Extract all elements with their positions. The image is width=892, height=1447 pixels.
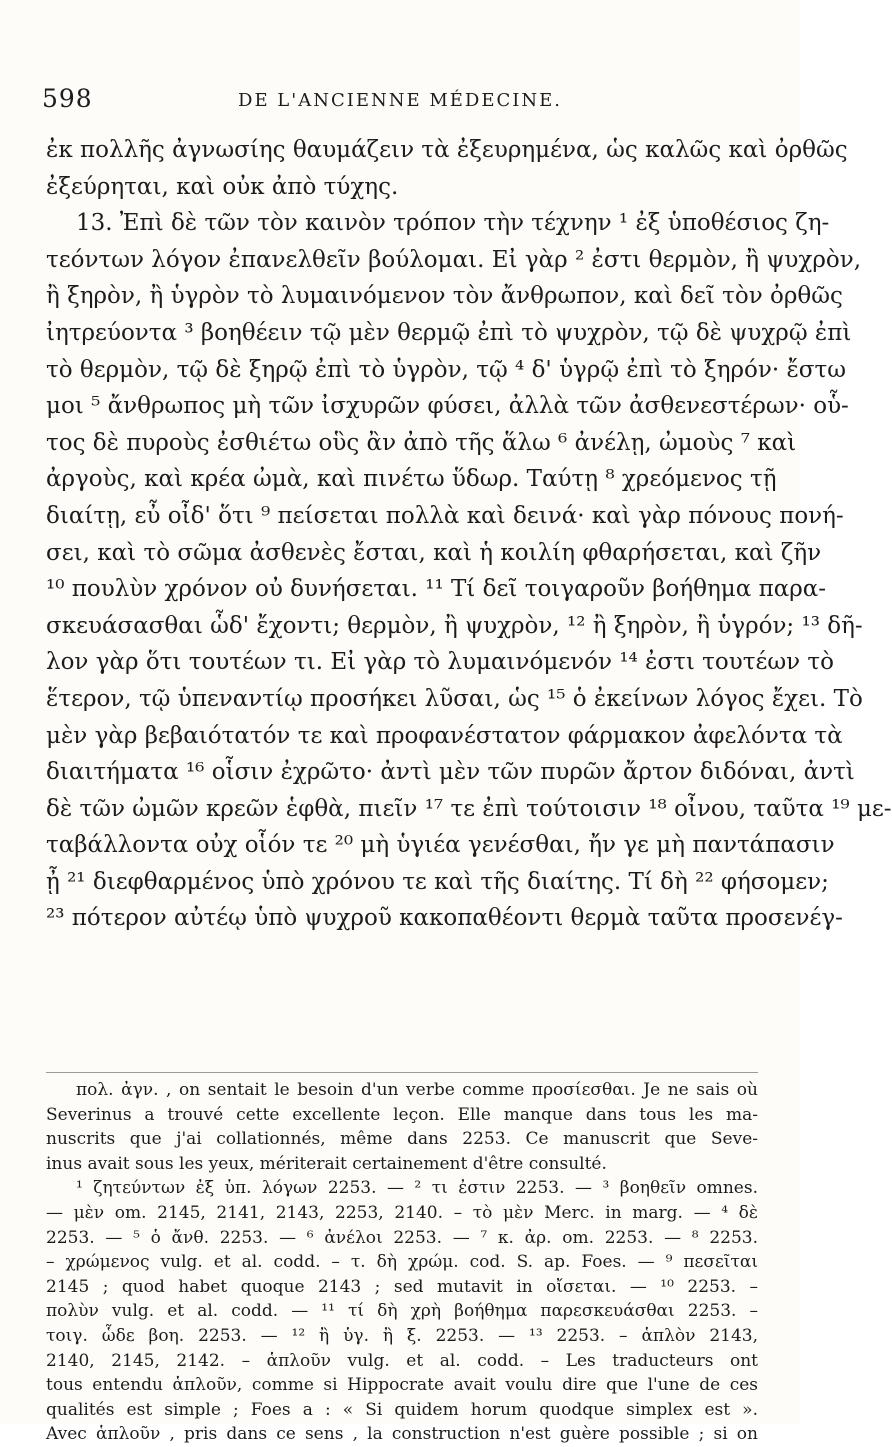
footnote-line: — μὲν om. 2145, 2141, 2143, 2253, 2140. – τὸ μὲν Merc. in marg. — ⁴ δὲ xyxy=(46,1202,758,1223)
footnote-line: nuscrits que j'ai collationnés, même dans 2253. Ce manuscrit que Seve- xyxy=(46,1129,758,1150)
text-line: ἐξεύρηται, καὶ οὐκ ἀπὸ τύχης. xyxy=(46,173,399,200)
running-title: DE L'ANCIENNE MÉDECINE. xyxy=(238,90,562,111)
footnote-separator xyxy=(46,1072,758,1073)
text-line: διαίτῃ, εὖ οἶδ' ὅτι ⁹ πείσεται πολλὰ καὶ δεινά· καὶ γὰρ πόνους πονή- xyxy=(46,502,844,529)
text-line: διαιτήματα ¹⁶ οἷσιν ἐχρῶτο· ἀντὶ μὲν τῶν πυρῶν ἄρτον διδόναι, ἀντὶ xyxy=(46,759,855,786)
text-line: τεόντων λόγον ἐπανελθεῖν βούλομαι. Εἰ γὰρ ² ἐστι θερμὸν, ἢ ψυχρὸν, xyxy=(46,246,862,273)
text-line: ἕτερον, τῷ ὑπεναντίῳ προσήκει λῦσαι, ὡς ¹⁵ ὁ ἐκείνων λόγος ἔχει. Τὸ xyxy=(46,685,863,712)
footnote-line: Avec ἁπλοῦν , pris dans ce sens , la construction n'est guère possible ; si on xyxy=(46,1424,758,1445)
footnote-line: inus avait sous les yeux, mériterait certainement d'être consulté. xyxy=(46,1153,607,1174)
text-line: μὲν γὰρ βεβαιότατόν τε καὶ προφανέστατον φάρμακον ἀφελόντα τὰ xyxy=(46,722,843,749)
footnote-line: 2253. — ⁵ ὁ ἄνθ. 2253. — ⁶ ἀνέλοι 2253. — ⁷ κ. ἀρ. om. 2253. — ⁸ 2253. xyxy=(46,1227,758,1248)
section-13-heading-line: 13. Ἐπὶ δὲ τῶν τὸν καινὸν τρόπον τὴν τέχνην ¹ ἐξ ὑποθέσιος ζη- xyxy=(76,210,830,237)
text-line: ἀργοὺς, καὶ κρέα ὠμὰ, καὶ πινέτω ὕδωρ. Ταύτῃ ⁸ χρεόμενος τῇ xyxy=(46,466,777,493)
footnotes xyxy=(46,1078,758,1447)
text-line: μοι ⁵ ἄνθρωπος μὴ τῶν ἰσχυρῶν φύσει, ἀλλὰ τῶν ἀσθενεστέρων· οὗ- xyxy=(46,393,849,420)
text-line: ταβάλλοντα οὐχ οἷόν τε ²⁰ μὴ ὑγιέα γενέσθαι, ἤν γε μὴ παντάπασιν xyxy=(46,832,835,859)
text-line: ἢ ξηρὸν, ἢ ὑγρὸν τὸ λυμαινόμενον τὸν ἄνθρωπον, καὶ δεῖ τὸν ὀρθῶς xyxy=(46,283,843,310)
footnote-line: tous entendu ἁπλοῦν, comme si Hippocrate avait voulu dire que l'une de ces xyxy=(46,1375,758,1396)
text-line: ¹⁰ πουλὺν χρόνον οὐ δυνήσεται. ¹¹ Τί δεῖ τοιγαροῦν βοήθημα παρα- xyxy=(46,576,827,603)
footnote-line: – χρώμενος vulg. et al. codd. – τ. δὴ χρώμ. cod. S. ap. Foes. — ⁹ πεσεῖται xyxy=(46,1252,758,1273)
footnote-line: ¹ ζητεύντων ἐξ ὑπ. λόγων 2253. — ² τι ἐστιν 2253. — ³ βοηθεῖν omnes. xyxy=(76,1178,758,1199)
text-line: ἰητρεύοντα ³ βοηθέειν τῷ μὲν θερμῷ ἐπὶ τὸ ψυχρὸν, τῷ δὲ ψυχρῷ ἐπὶ xyxy=(46,319,852,346)
footnote-line: Severinus a trouvé cette excellente leçon. Elle manque dans tous les ma- xyxy=(46,1104,758,1125)
page-number: 598 xyxy=(42,84,93,113)
text-line: ²³ πότερον αὐτέῳ ὑπὸ ψυχροῦ κακοπαθέοντι θερμὰ ταῦτα προσενέγ- xyxy=(46,905,843,932)
footnote-line: 2145 ; quod habet quoque 2143 ; sed mutavit in οἴσεται. — ¹⁰ 2253. – xyxy=(46,1276,758,1297)
text-line: τος δὲ πυροὺς ἐσθιέτω οὓς ἂν ἀπὸ τῆς ἅλω ⁶ ἀνέλῃ, ὠμοὺς ⁷ καὶ xyxy=(46,429,797,456)
text-line: ἐκ πολλῆς ἀγνωσίης θαυμάζειν τὰ ἐξευρημένα, ὡς καλῶς καὶ ὀρθῶς xyxy=(46,137,848,163)
text-line: σει, καὶ τὸ σῶμα ἀσθενὲς ἔσται, καὶ ἡ κοιλίη φθαρήσεται, καὶ ζῆν xyxy=(46,539,822,566)
footnote-line: τοιγ. ὧδε βοη. 2253. — ¹² ἢ ὑγ. ἢ ξ. 2253. — ¹³ 2253. – ἁπλὸν 2143, xyxy=(46,1325,758,1346)
footnote-line: πολ. ἀγν. , on sentait le besoin d'un verbe comme προσίεσθαι. Je ne sais où xyxy=(76,1080,758,1100)
text-line: δὲ τῶν ὠμῶν κρεῶν ἑφθὰ, πιεῖν ¹⁷ τε ἐπὶ τούτοισιν ¹⁸ οἶνου, ταῦτα ¹⁹ με- xyxy=(46,795,892,822)
running-header xyxy=(42,84,758,120)
greek-main-text xyxy=(46,132,892,937)
footnote-line: 2140, 2145, 2142. – ἁπλοῦν vulg. et al. codd. – Les traducteurs ont xyxy=(46,1350,758,1371)
text-line: τὸ θερμὸν, τῷ δὲ ξηρῷ ἐπὶ τὸ ὑγρὸν, τῷ ⁴ δ' ὑγρῷ ἐπὶ τὸ ξηρόν· ἔστω xyxy=(46,356,846,383)
footnote-line: qualités est simple ; Foes a : « Si quidem horum quodque simplex est ». xyxy=(46,1399,758,1420)
text-line: λον γὰρ ὅτι τουτέων τι. Εἰ γὰρ τὸ λυμαινόμενόν ¹⁴ ἐστι τουτέων τὸ xyxy=(46,649,834,676)
footnote-line: πολὺν vulg. et al. codd. — ¹¹ τί δὴ χρὴ βοήθημα παρεσκευάσθαι 2253. – xyxy=(46,1301,758,1322)
text-line: σκευάσασθαι ὧδ' ἔχοντι; θερμὸν, ἢ ψυχρὸν, ¹² ἢ ξηρὸν, ἢ ὑγρόν; ¹³ δῆ- xyxy=(46,612,863,639)
text-line: ᾖ ²¹ διεφθαρμένος ὑπὸ χρόνου τε καὶ τῆς διαίτης. Τί δὴ ²² φήσομεν; xyxy=(46,868,829,895)
